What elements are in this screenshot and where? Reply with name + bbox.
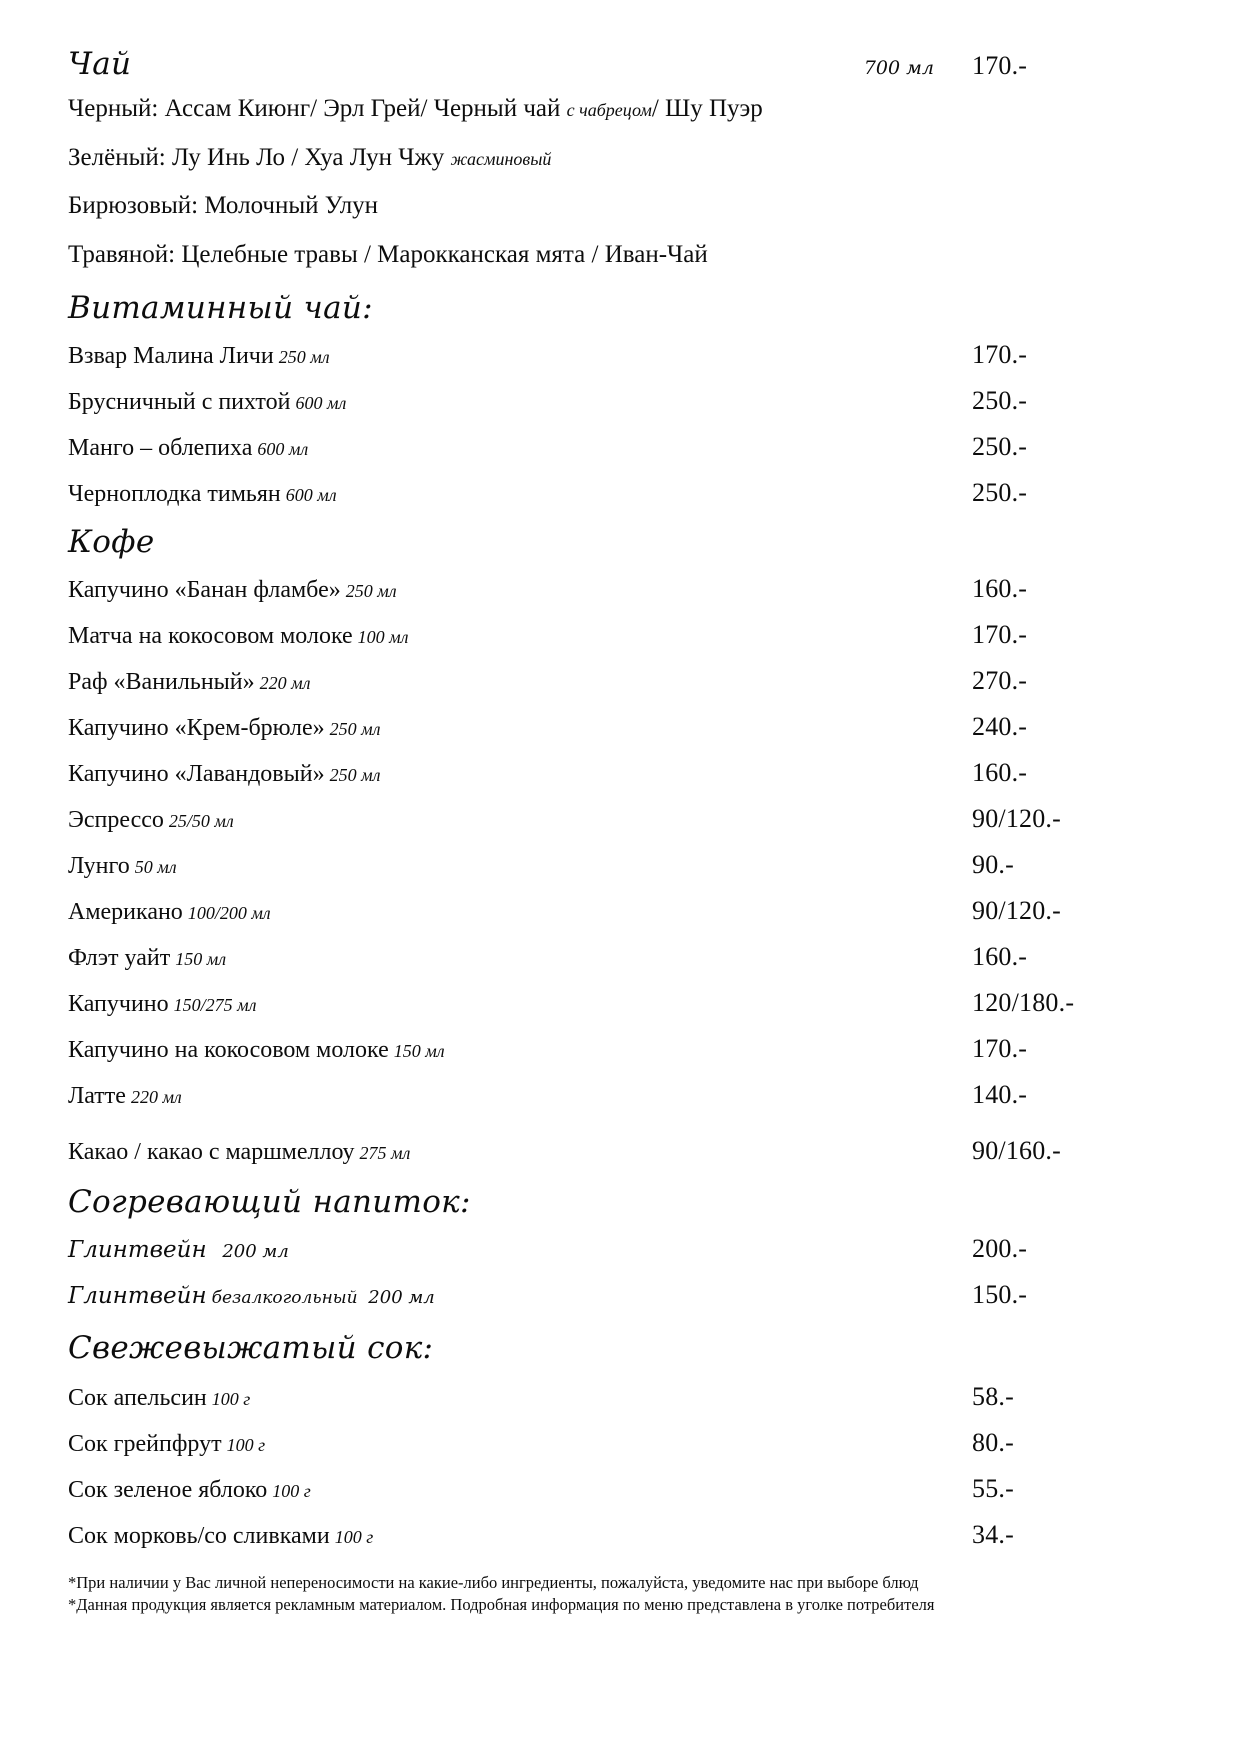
menu-item-row — [68, 1382, 1122, 1412]
menu-item-title: Глинтвейн — [68, 1237, 207, 1263]
menu-item-name — [68, 761, 380, 788]
menu-item-name — [68, 991, 256, 1018]
tea-type-label: Зелёный: — [68, 143, 166, 171]
menu-item-price: 170.- — [972, 340, 1028, 369]
menu-item-price: 120/180.- — [972, 988, 1075, 1017]
menu-item-title: Сок морковь/со сливками — [68, 1523, 330, 1549]
menu-item-row — [68, 1520, 1122, 1550]
section-title-warming-drink: Согревающий напиток: — [68, 1184, 471, 1220]
menu-item-title: Капучино — [68, 991, 169, 1017]
menu-item-name — [68, 1283, 435, 1309]
menu-item-volume: 100 мл — [357, 627, 409, 647]
menu-item-price: 150.- — [972, 1280, 1028, 1309]
menu-item-name — [68, 1477, 311, 1504]
menu-item-title: Черноплодка тимьян — [68, 481, 281, 507]
menu-item-price: 90/120.- — [972, 804, 1061, 833]
menu-item-price: 34.- — [972, 1520, 1014, 1549]
menu-item-name — [68, 669, 310, 696]
tea-type-label: Травяной: — [68, 240, 176, 268]
menu-item-volume: 100 г — [226, 1435, 266, 1455]
tea-description-line — [68, 96, 1122, 123]
menu-item-name — [68, 1083, 182, 1110]
menu-item-title: Глинтвейн — [68, 1283, 207, 1309]
tea-description-line — [68, 145, 1122, 172]
menu-item-price: 160.- — [972, 758, 1028, 787]
tea-type-note: жасминовый — [450, 148, 552, 169]
menu-item-title: Капучино на кокосовом молоке — [68, 1037, 389, 1063]
menu-item-volume: 250 мл — [329, 765, 381, 785]
menu-item-row — [68, 942, 1122, 972]
menu-item-row — [68, 340, 1122, 370]
menu-item-row — [68, 758, 1122, 788]
menu-item-volume: 100 г — [272, 1481, 311, 1501]
footer-line-advertising: *Данная продукция является рекламным материалом. Подробная информация по меню представлена в уголке потребителя — [68, 1594, 935, 1614]
menu-item-volume: 220 мл — [259, 673, 311, 693]
menu-item-name — [68, 853, 177, 880]
menu-item-title: Латте — [68, 1083, 126, 1109]
menu-item-price: 250.- — [972, 386, 1028, 415]
menu-item-title: Флэт уайт — [68, 945, 171, 971]
menu-item-name — [68, 945, 226, 972]
menu-item-name — [68, 1385, 250, 1412]
menu-item-title: Капучино «Крем-брюле» — [68, 715, 325, 741]
menu-item-name — [68, 1139, 410, 1166]
menu-item-name — [68, 807, 234, 834]
tea-type-body: Лу Инь Ло / Хуа Лун Чжу — [165, 143, 451, 171]
menu-item-volume: 275 мл — [359, 1143, 411, 1163]
menu-item-row — [68, 574, 1122, 604]
menu-item-volume: 250 мл — [329, 719, 381, 739]
menu-item-price: 250.- — [972, 432, 1028, 461]
menu-item-name — [68, 343, 330, 370]
menu-item-title: Брусничный с пихтой — [68, 389, 291, 415]
menu-item-title: Американо — [68, 899, 183, 925]
menu-item-sub — [207, 1242, 212, 1262]
tea-type-body: Ассам Киюнг/ Эрл Грей/ Черный чай — [158, 95, 567, 122]
section-title-coffee: Кофе — [68, 524, 155, 560]
menu-item-price: 200.- — [972, 1234, 1028, 1263]
tea-type-body: Целебные травы / Марокканская мята / Иван-Чай — [175, 240, 708, 268]
tea-type-label: Бирюзовый: — [68, 192, 199, 219]
menu-item-name — [68, 1237, 289, 1263]
menu-item-name — [68, 1037, 445, 1064]
menu-item-volume: 100 г — [211, 1389, 251, 1409]
footer-line-allergy: *При наличии у Вас личной непереносимости на какие-либо ингредиенты, пожалуйста, уведомите нас при выборе блюд — [68, 1573, 919, 1592]
tea-type-tail: / Шу Пуэр — [651, 95, 763, 122]
menu-item-row — [68, 478, 1122, 508]
menu-item-row — [68, 988, 1122, 1018]
menu-item-volume: 200 мл — [216, 1241, 289, 1262]
menu-item-row — [68, 620, 1122, 650]
menu-item-price: 90.- — [972, 850, 1014, 879]
tea-descriptions — [68, 96, 1122, 268]
menu-item-name — [68, 1523, 373, 1550]
menu-item-name — [68, 481, 337, 508]
menu-item-name — [68, 715, 380, 742]
section-items-warming-drink — [68, 1234, 1122, 1310]
menu-item-title: Какао / какао с маршмеллоу — [68, 1139, 355, 1165]
menu-item-row — [68, 666, 1122, 696]
section-items-vitamin-tea — [68, 340, 1122, 508]
menu-item-volume: 600 мл — [257, 439, 309, 459]
menu-item-title: Раф «Ванильный» — [68, 669, 255, 695]
menu-item-price: 55.- — [972, 1474, 1014, 1503]
menu-item-title: Капучино «Лавандовый» — [68, 761, 325, 787]
section-title-vitamin-tea: Витаминный чай: — [68, 290, 373, 326]
tea-description-line — [68, 193, 1122, 220]
menu-item-price: 160.- — [972, 942, 1028, 971]
menu-item-name — [68, 899, 271, 926]
menu-item-volume: 200 мл — [362, 1287, 435, 1308]
section-items-coffee — [68, 574, 1122, 1166]
header-volume: 700 мл — [863, 57, 934, 79]
menu-item-name — [68, 577, 397, 604]
menu-item-price: 270.- — [972, 666, 1028, 695]
section-items-fresh-juice — [68, 1382, 1122, 1550]
menu-item-row — [68, 1034, 1122, 1064]
menu-item-row — [68, 1080, 1122, 1110]
menu-item-price: 250.- — [972, 478, 1028, 507]
menu-header — [68, 46, 1122, 82]
menu-item-sub: безалкогольный — [211, 1288, 358, 1308]
tea-type-note: с чабрецом — [566, 100, 652, 120]
menu-item-row — [68, 1428, 1122, 1458]
menu-item-row — [68, 1234, 1122, 1264]
header-price: 170.- — [972, 51, 1028, 80]
menu-item-volume: 150/275 мл — [173, 995, 257, 1015]
tea-description-line — [68, 242, 1122, 269]
menu-item-row — [68, 1280, 1122, 1310]
menu-item-title: Сок грейпфрут — [68, 1431, 222, 1457]
menu-item-title: Взвар Малина Личи — [68, 343, 274, 369]
menu-item-price: 240.- — [972, 712, 1028, 741]
footer-disclaimer — [68, 1572, 1122, 1616]
menu-item-row — [68, 1474, 1122, 1504]
menu-item-price: 160.- — [972, 574, 1028, 603]
menu-item-row — [68, 432, 1122, 462]
menu-item-row — [68, 850, 1122, 880]
section-title-fresh-juice: Свежевыжатый сок: — [68, 1330, 434, 1366]
menu-item-row — [68, 896, 1122, 926]
menu-item-price: 140.- — [972, 1080, 1028, 1109]
menu-item-price: 80.- — [972, 1428, 1014, 1457]
menu-item-title: Капучино «Банан фламбе» — [68, 577, 341, 603]
menu-item-title: Лунго — [68, 853, 130, 879]
menu-item-price: 170.- — [972, 1034, 1028, 1063]
menu-item-name — [68, 389, 346, 416]
menu-item-price: 58.- — [972, 1382, 1014, 1411]
tea-type-body: Молочный Улун — [198, 192, 379, 219]
menu-item-price: 90/160.- — [972, 1136, 1061, 1165]
menu-item-title: Сок апельсин — [68, 1385, 207, 1411]
menu-item-volume: 220 мл — [130, 1087, 182, 1107]
menu-item-volume: 250 мл — [278, 347, 330, 367]
menu-item-title: Матча на кокосовом молоке — [68, 623, 353, 649]
page-title: Чай — [68, 46, 132, 82]
menu-item-row — [68, 1136, 1122, 1166]
menu-item-volume: 25/50 мл — [168, 811, 234, 831]
menu-item-volume: 100 г — [334, 1527, 374, 1547]
menu-item-price: 90/120.- — [972, 896, 1061, 925]
menu-item-title: Сок зеленое яблоко — [68, 1477, 268, 1503]
menu-item-volume: 150 мл — [393, 1041, 445, 1061]
menu-item-title: Манго – облепиха — [68, 435, 253, 461]
menu-item-name — [68, 1431, 265, 1458]
menu-item-title: Эспрессо — [68, 807, 164, 833]
menu-item-row — [68, 386, 1122, 416]
menu-item-name — [68, 623, 409, 650]
menu-item-volume: 600 мл — [295, 393, 347, 413]
menu-item-volume: 100/200 мл — [187, 903, 271, 923]
menu-item-row — [68, 804, 1122, 834]
menu-item-name — [68, 435, 308, 462]
menu-item-price: 170.- — [972, 620, 1028, 649]
menu-item-volume: 50 мл — [134, 857, 177, 877]
menu-item-volume: 150 мл — [175, 949, 227, 969]
menu-item-volume: 600 мл — [285, 485, 337, 505]
menu-item-volume: 250 мл — [345, 581, 397, 601]
tea-type-label: Черный: — [68, 95, 159, 122]
menu-item-row — [68, 712, 1122, 742]
